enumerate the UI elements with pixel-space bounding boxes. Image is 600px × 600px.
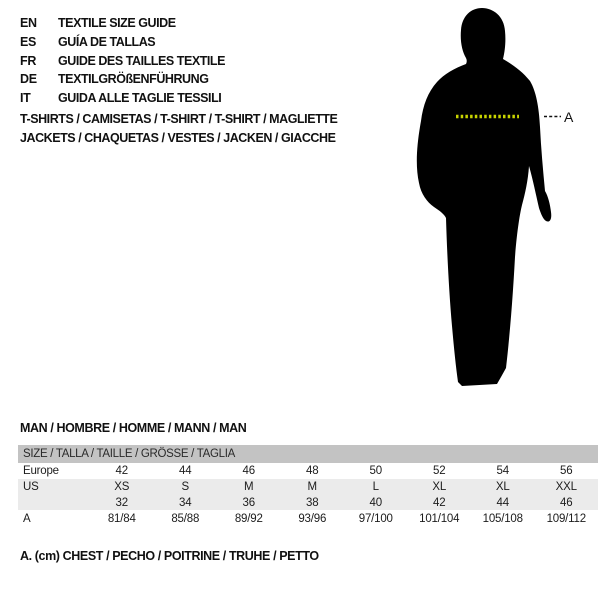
table-cell: XXL <box>555 481 577 493</box>
language-code: FR <box>20 53 37 68</box>
table-row-chest-cm <box>18 510 598 527</box>
table-cell: 81/84 <box>107 512 136 525</box>
language-code: IT <box>20 91 31 106</box>
language-row-fr <box>20 51 225 70</box>
man-silhouette <box>417 8 551 386</box>
table-cell: 40 <box>369 496 382 509</box>
table-cell: 89/92 <box>234 512 263 525</box>
language-label: TEXTILGRÖßENFÜHRUNG <box>58 72 209 87</box>
measurement-footnote: A. (cm) CHEST / PECHO / POITRINE / TRUHE / PETTO <box>20 549 319 563</box>
table-cell: 38 <box>306 496 319 509</box>
language-row-en <box>20 14 225 33</box>
language-code: ES <box>20 35 37 50</box>
table-cell: 48 <box>306 465 319 477</box>
table-cell: XL <box>432 481 447 493</box>
table-cell: 46 <box>242 465 255 477</box>
section-title-man: MAN / HOMBRE / HOMME / MANN / MAN <box>20 421 247 435</box>
table-cell: 52 <box>433 465 446 477</box>
table-cell: 109/112 <box>546 512 586 525</box>
table-cell: 42 <box>115 465 128 477</box>
table-cell: M <box>244 481 254 493</box>
garment-categories <box>20 110 337 147</box>
language-code: DE <box>20 72 37 87</box>
row-label: Europe <box>23 465 59 477</box>
table-cell: 56 <box>560 465 573 477</box>
man-silhouette-figure <box>405 5 580 395</box>
table-cell: 42 <box>433 496 446 509</box>
language-code: EN <box>20 16 37 31</box>
table-row-us-numeric <box>18 495 598 510</box>
measure-label-a: A <box>564 109 574 125</box>
table-cell: 93/96 <box>298 512 327 525</box>
table-cell: 44 <box>496 496 509 509</box>
table-cell: S <box>181 481 189 493</box>
table-cell: L <box>372 481 379 493</box>
table-cell: 54 <box>496 465 509 477</box>
row-label: US <box>23 481 39 493</box>
language-label: GUÍA DE TALLAS <box>58 35 156 50</box>
size-table-header: SIZE / TALLA / TAILLE / GRÖSSE / TAGLIA <box>18 445 598 463</box>
table-cell: 101/104 <box>419 512 460 525</box>
table-cell: 50 <box>369 465 382 477</box>
table-cell: 85/88 <box>171 512 200 525</box>
language-label: GUIDA ALLE TAGLIE TESSILI <box>58 91 222 106</box>
table-cell: XS <box>114 481 130 493</box>
table-cell: 34 <box>179 496 192 509</box>
table-cell: 36 <box>242 496 255 509</box>
language-label: TEXTILE SIZE GUIDE <box>58 16 176 31</box>
table-cell: 44 <box>179 465 192 477</box>
table-cell: XL <box>495 481 510 493</box>
table-cell: 97/100 <box>358 512 393 525</box>
table-row-europe <box>18 463 598 479</box>
size-table <box>18 445 598 527</box>
category-tshirts: T-SHIRTS / CAMISETAS / T-SHIRT / T-SHIRT / MAGLIETTE <box>20 112 338 127</box>
language-row-de <box>20 70 225 89</box>
language-list <box>20 14 225 107</box>
table-cell: 32 <box>115 496 128 509</box>
table-cell: M <box>307 481 317 493</box>
language-row-it <box>20 89 225 108</box>
language-label: GUIDE DES TAILLES TEXTILE <box>58 53 226 68</box>
row-label: A <box>23 512 31 525</box>
language-row-es <box>20 33 225 52</box>
table-row-us <box>18 479 598 495</box>
table-cell: 105/108 <box>482 512 523 525</box>
table-cell: 46 <box>560 496 573 509</box>
category-jackets: JACKETS / CHAQUETAS / VESTES / JACKEN / GIACCHE <box>20 130 336 145</box>
